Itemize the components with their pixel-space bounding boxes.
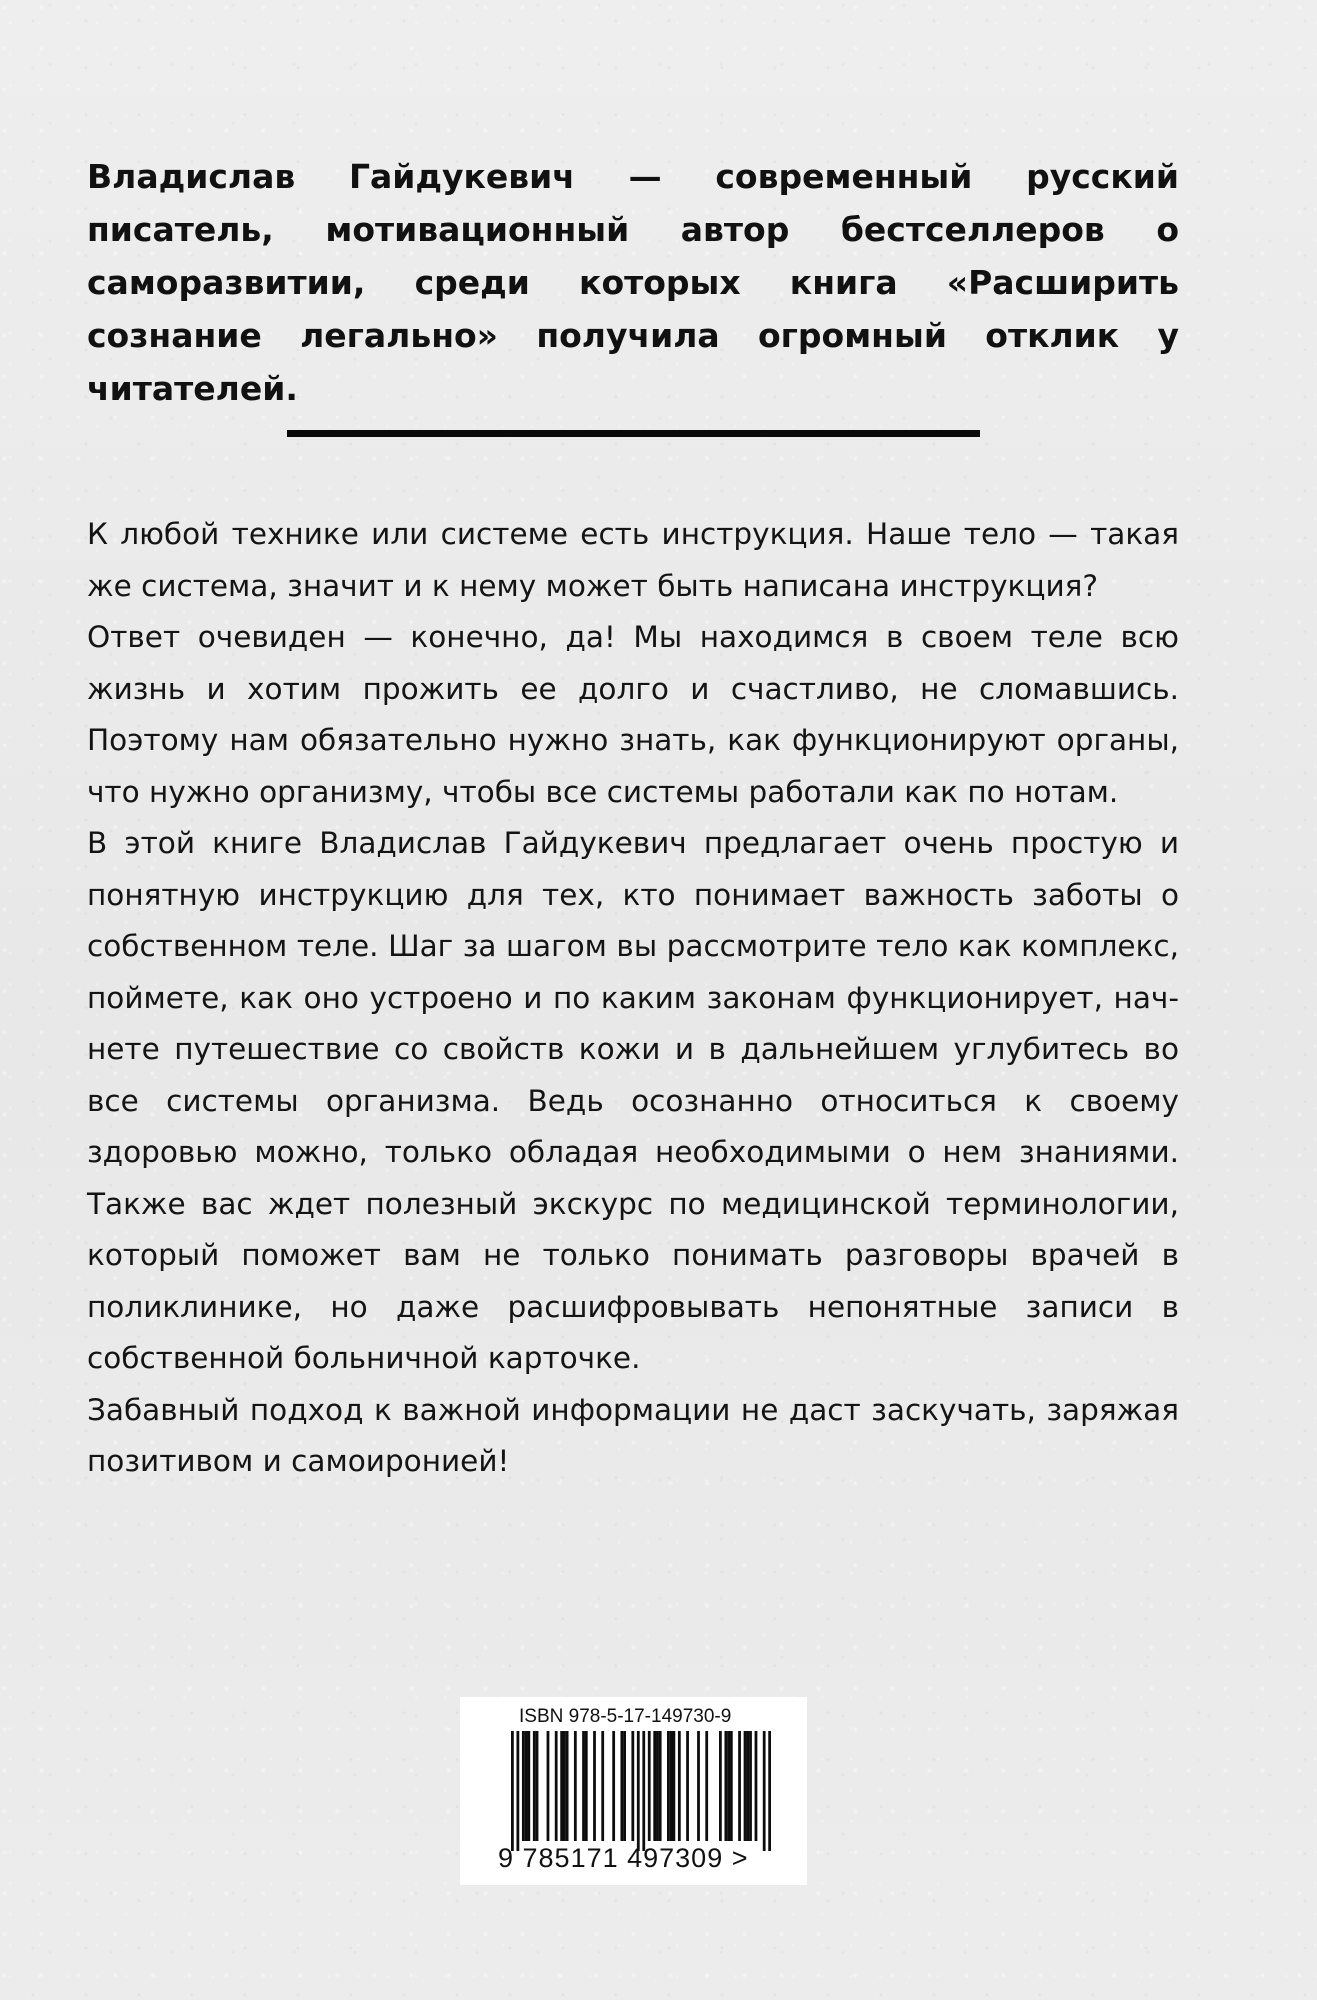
description-paragraph: Забавный подход к важной информации не даст заскучать, заряжая позитивом и самоиронией! — [87, 1392, 1179, 1478]
barcode-bar — [560, 1731, 563, 1841]
barcode-bar — [527, 1731, 530, 1841]
barcode-bars — [511, 1731, 771, 1851]
barcode-bar — [763, 1731, 766, 1851]
barcode-bar — [637, 1731, 640, 1851]
book-description — [87, 509, 1179, 1488]
barcode-bar — [749, 1731, 752, 1841]
divider-line — [287, 430, 980, 437]
description-paragraph: В этой книге Владислав Гайдукевич предлагает очень простую и понятную инструкцию для тех, кто понимает важность заботы о собственном теле. Шаг за шагом вы рассмотрите тело как комплекс, поймете, как оно устроено и по каким законам функционирует, начнете путешествие со свойств кожи и в дальнейшем углубитесь во все системы организма. Ведь осознанно относиться к своему здоровью можно, только обладая необходимыми о нем знаниями. Также вас ждет полезный экскурс по медицинской терминологии, который поможет вам не только понимать разговоры врачей в поликлинике, но даже расшифровывать непонятные записи в собственной больничной карточке. — [87, 826, 1179, 1375]
barcode-bar — [648, 1731, 651, 1841]
barcode-bar — [730, 1731, 733, 1841]
barcode-bar — [525, 1731, 528, 1841]
barcode-bar — [547, 1731, 550, 1841]
barcode-bar — [719, 1731, 722, 1841]
barcode-bar — [727, 1731, 730, 1841]
barcode-bar — [536, 1731, 539, 1841]
barcode-bar — [738, 1731, 741, 1841]
barcode-bar — [724, 1731, 727, 1841]
barcode-bar — [522, 1731, 525, 1841]
barcode-bar — [574, 1731, 577, 1841]
description-paragraph: Ответ очевиден — конечно, да! Мы находимся в своем теле всю жизнь и хотим прожить ее долго и счастливо, не сломавшись. Поэтому нам обязательно нужно знать, как функционируют органы, что нужно организму, чтобы все системы работали как по нотам. — [87, 620, 1179, 809]
barcode-bar — [593, 1731, 596, 1841]
author-blurb: Владислав Гайдукевич — современный русский писатель, мотивационный автор бестселлеров о саморазвитии, среди которых книга «Расширить сознание легально» получила огромный отклик у читателей. — [87, 157, 1179, 408]
barcode-bar — [667, 1731, 670, 1841]
barcode-bar — [601, 1731, 604, 1841]
barcode-bar — [631, 1731, 634, 1841]
barcode-bar — [656, 1731, 659, 1841]
barcode-bar — [755, 1731, 758, 1841]
barcode-bar — [653, 1731, 656, 1841]
barcode-bar — [612, 1731, 615, 1841]
isbn-label: ISBN 978-5-17-149730-9 — [519, 1706, 732, 1727]
barcode-bar — [642, 1731, 645, 1851]
barcode-digits: 9 785171 497309 > — [498, 1843, 749, 1873]
barcode-bar — [670, 1731, 673, 1841]
barcode-bar — [768, 1731, 771, 1851]
barcode-bar — [705, 1731, 708, 1841]
barcode-bar — [511, 1731, 514, 1851]
barcode-bar — [678, 1731, 681, 1841]
barcode-bar — [686, 1731, 689, 1841]
barcode-bar — [746, 1731, 749, 1841]
barcode-bar — [555, 1731, 558, 1841]
barcode-bar — [533, 1731, 536, 1841]
barcode-bar — [623, 1731, 626, 1841]
barcode-bar — [672, 1731, 675, 1841]
barcode-bar — [563, 1731, 566, 1841]
barcode-bar — [582, 1731, 585, 1841]
barcode-bar — [585, 1731, 588, 1841]
barcode-bar — [516, 1731, 519, 1851]
barcode-bar — [620, 1731, 623, 1841]
barcode-bar — [697, 1731, 700, 1841]
barcode-bar — [566, 1731, 569, 1841]
description-paragraph: К любой технике или системе есть инструкция. Наше тело — такая же система, значит и к нему может быть написана инструкция? — [87, 517, 1179, 603]
barcode-bar — [744, 1731, 747, 1841]
isbn-barcode — [460, 1697, 807, 1885]
barcode-bar — [659, 1731, 662, 1841]
